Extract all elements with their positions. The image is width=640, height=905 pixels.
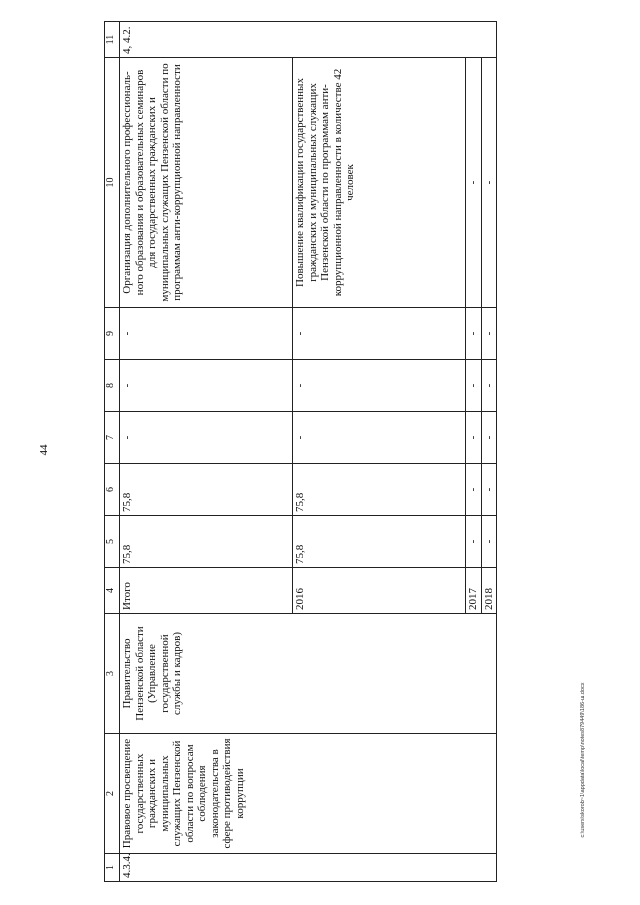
executor: Правительство Пензенской области (Управление государственной службы и кадров) [120, 614, 497, 734]
value-cell: - [466, 308, 482, 360]
header-cell: 4 [105, 568, 120, 614]
header-row [105, 22, 120, 882]
header-cell: 6 [105, 464, 120, 516]
year-cell: 2018 [481, 568, 497, 614]
header-cell: 9 [105, 308, 120, 360]
item-number: 4.3.4. [120, 854, 497, 882]
value-cell: - [293, 360, 466, 412]
header-cell: 2 [105, 734, 120, 854]
page-number: 44 [38, 444, 50, 456]
value-cell: - [120, 360, 293, 412]
header-cell: 1 [105, 854, 120, 882]
result-cell: - [466, 58, 482, 308]
header-cell: 3 [105, 614, 120, 734]
header-cell: 7 [105, 412, 120, 464]
value-cell: - [120, 308, 293, 360]
footer-file-path: c:\users\skorob~1\appdata\local\temp\notes879449\186-ш.docx [580, 682, 586, 838]
rotated-table-container [104, 22, 584, 882]
item-name: Правовое просвещение государственных гражданских и муниципальных служащих Пензенской области по вопросам соблюдения законодательства в сфере противодействия коррупции [120, 734, 497, 854]
program-table [104, 21, 497, 882]
header-cell: 8 [105, 360, 120, 412]
value-cell: - [293, 308, 466, 360]
value-cell: - [466, 412, 482, 464]
value-cell: - [466, 516, 482, 568]
header-cell: 5 [105, 516, 120, 568]
result-cell: - [481, 58, 497, 308]
result-cell: Повышение квалификации государственных гражданских и муниципальных служащих Пензенской области по программам анти-коррупционной направленности в количестве 42 человек [293, 58, 466, 308]
value-cell: - [120, 412, 293, 464]
year-cell: Итого [120, 568, 293, 614]
year-cell: 2017 [466, 568, 482, 614]
value-cell: 75,8 [293, 516, 466, 568]
value-cell: 75,8 [293, 464, 466, 516]
value-cell: 75,8 [120, 464, 293, 516]
value-cell: - [466, 464, 482, 516]
value-cell: - [466, 360, 482, 412]
target-refs: 4, 4.2. [120, 22, 497, 58]
value-cell: - [481, 464, 497, 516]
header-cell: 10 [105, 58, 120, 308]
value-cell: - [481, 360, 497, 412]
year-cell: 2016 [293, 568, 466, 614]
value-cell: - [481, 516, 497, 568]
table-row [120, 22, 293, 882]
value-cell: - [481, 412, 497, 464]
value-cell: 75,8 [120, 516, 293, 568]
result-cell: Организация дополнительного профессиональ-ного образования и образовательных семинаров для государственных гражданских и муниципальных служащих Пензенской области по программам анти-коррупционной направленности [120, 58, 293, 308]
value-cell: - [293, 412, 466, 464]
header-cell: 11 [105, 22, 120, 58]
value-cell: - [481, 308, 497, 360]
